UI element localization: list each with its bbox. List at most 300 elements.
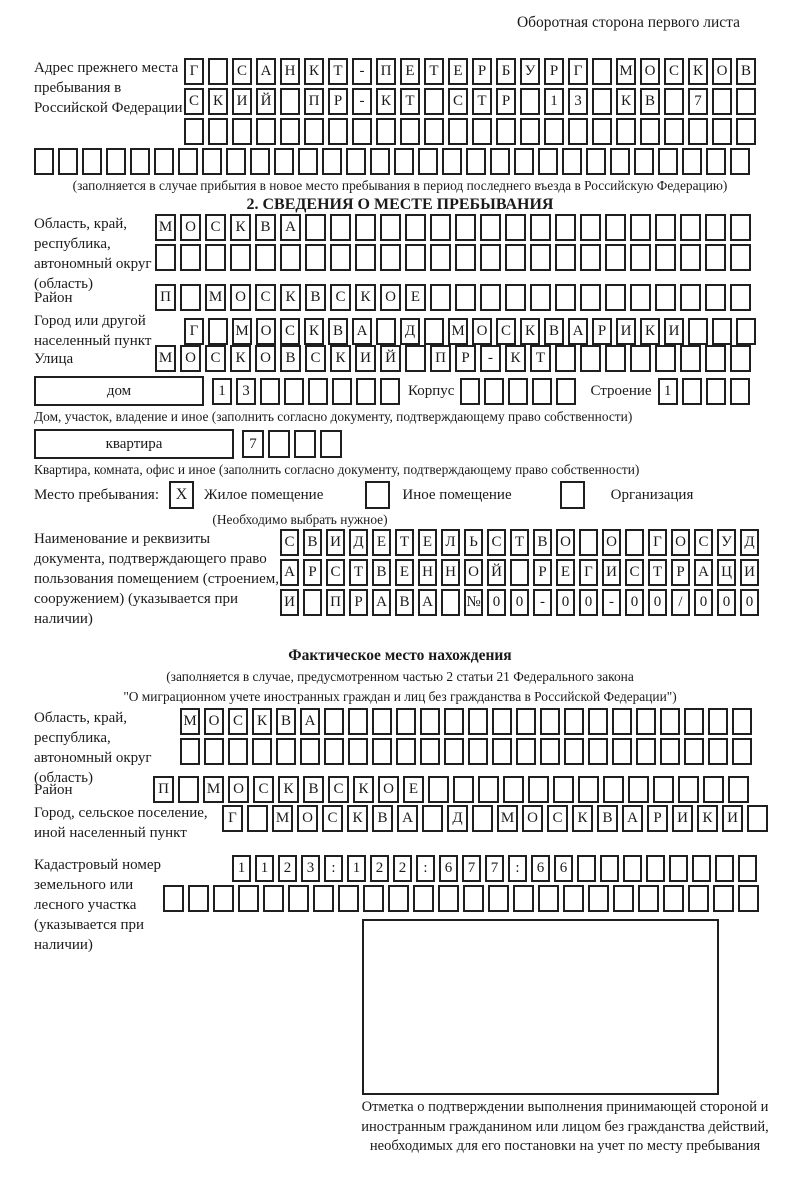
form-cell[interactable] bbox=[708, 708, 728, 735]
form-cell[interactable] bbox=[444, 708, 464, 735]
form-cell[interactable] bbox=[256, 118, 276, 145]
organization-checkbox[interactable] bbox=[560, 481, 585, 509]
form-cell[interactable] bbox=[579, 529, 598, 556]
form-cell[interactable] bbox=[577, 855, 596, 882]
form-cell[interactable] bbox=[520, 88, 540, 115]
form-cell[interactable]: Т bbox=[400, 88, 420, 115]
form-cell[interactable]: К bbox=[230, 345, 251, 372]
form-cell[interactable] bbox=[420, 738, 440, 765]
form-cell[interactable]: С bbox=[694, 529, 713, 556]
form-cell[interactable] bbox=[605, 284, 626, 311]
form-cell[interactable] bbox=[655, 345, 676, 372]
form-cell[interactable] bbox=[505, 244, 526, 271]
form-cell[interactable]: М bbox=[232, 318, 252, 345]
form-cell[interactable]: С bbox=[326, 559, 345, 586]
form-cell[interactable] bbox=[184, 118, 204, 145]
form-cell[interactable]: С bbox=[496, 318, 516, 345]
form-cell[interactable] bbox=[304, 118, 324, 145]
form-cell[interactable]: М bbox=[272, 805, 293, 832]
form-cell[interactable] bbox=[300, 738, 320, 765]
form-cell[interactable] bbox=[305, 214, 326, 241]
form-cell[interactable]: М bbox=[203, 776, 224, 803]
form-cell[interactable] bbox=[715, 855, 734, 882]
form-cell[interactable]: 0 bbox=[694, 589, 713, 616]
form-cell[interactable] bbox=[180, 244, 201, 271]
form-cell[interactable]: С bbox=[322, 805, 343, 832]
form-cell[interactable] bbox=[530, 284, 551, 311]
form-cell[interactable]: Д bbox=[349, 529, 368, 556]
form-cell[interactable]: Т bbox=[349, 559, 368, 586]
form-cell[interactable] bbox=[263, 885, 284, 912]
form-cell[interactable] bbox=[625, 529, 644, 556]
form-cell[interactable]: Г bbox=[222, 805, 243, 832]
form-cell[interactable]: Р bbox=[647, 805, 668, 832]
form-cell[interactable]: К bbox=[688, 58, 708, 85]
form-cell[interactable]: Р bbox=[303, 559, 322, 586]
form-cell[interactable]: - bbox=[352, 88, 372, 115]
form-cell[interactable] bbox=[555, 244, 576, 271]
form-cell[interactable] bbox=[640, 118, 660, 145]
form-cell[interactable]: Г bbox=[184, 58, 204, 85]
form-cell[interactable]: Г bbox=[568, 58, 588, 85]
form-cell[interactable]: Л bbox=[441, 529, 460, 556]
form-cell[interactable]: А bbox=[256, 58, 276, 85]
form-cell[interactable]: А bbox=[280, 214, 301, 241]
form-cell[interactable]: О bbox=[522, 805, 543, 832]
form-cell[interactable] bbox=[688, 318, 708, 345]
form-cell[interactable] bbox=[688, 118, 708, 145]
form-cell[interactable] bbox=[488, 885, 509, 912]
form-cell[interactable] bbox=[692, 855, 711, 882]
form-cell[interactable]: К bbox=[697, 805, 718, 832]
form-cell[interactable]: Р bbox=[671, 559, 690, 586]
form-cell[interactable]: О bbox=[180, 214, 201, 241]
form-cell[interactable] bbox=[303, 589, 322, 616]
form-cell[interactable] bbox=[612, 738, 632, 765]
form-cell[interactable]: 0 bbox=[510, 589, 529, 616]
form-cell[interactable] bbox=[276, 738, 296, 765]
form-cell[interactable]: У bbox=[520, 58, 540, 85]
form-cell[interactable] bbox=[580, 284, 601, 311]
form-cell[interactable] bbox=[514, 148, 534, 175]
form-cell[interactable]: Г bbox=[648, 529, 667, 556]
form-cell[interactable] bbox=[313, 885, 334, 912]
form-cell[interactable] bbox=[663, 885, 684, 912]
form-cell[interactable]: 2 bbox=[393, 855, 412, 882]
form-cell[interactable]: 1 bbox=[544, 88, 564, 115]
form-cell[interactable] bbox=[444, 738, 464, 765]
form-cell[interactable]: Б bbox=[496, 58, 516, 85]
form-cell[interactable]: В bbox=[395, 589, 414, 616]
form-cell[interactable]: В bbox=[305, 284, 326, 311]
form-cell[interactable] bbox=[422, 805, 443, 832]
form-cell[interactable] bbox=[605, 214, 626, 241]
form-cell[interactable]: С bbox=[330, 284, 351, 311]
form-cell[interactable] bbox=[460, 378, 480, 405]
form-cell[interactable] bbox=[664, 88, 684, 115]
form-cell[interactable] bbox=[555, 214, 576, 241]
form-cell[interactable] bbox=[178, 148, 198, 175]
form-cell[interactable] bbox=[634, 148, 654, 175]
form-cell[interactable]: Т bbox=[472, 88, 492, 115]
form-cell[interactable] bbox=[555, 345, 576, 372]
form-cell[interactable]: И bbox=[672, 805, 693, 832]
form-cell[interactable] bbox=[468, 708, 488, 735]
form-cell[interactable] bbox=[592, 58, 612, 85]
form-cell[interactable] bbox=[563, 885, 584, 912]
form-cell[interactable]: О bbox=[472, 318, 492, 345]
form-cell[interactable]: В bbox=[328, 318, 348, 345]
form-cell[interactable] bbox=[453, 776, 474, 803]
form-cell[interactable] bbox=[530, 244, 551, 271]
form-cell[interactable]: В bbox=[372, 805, 393, 832]
form-cell[interactable]: Р bbox=[496, 88, 516, 115]
form-cell[interactable] bbox=[592, 118, 612, 145]
form-cell[interactable]: 2 bbox=[370, 855, 389, 882]
form-cell[interactable]: 2 bbox=[278, 855, 297, 882]
form-cell[interactable]: К bbox=[304, 318, 324, 345]
form-cell[interactable]: И bbox=[326, 529, 345, 556]
form-cell[interactable]: Р bbox=[592, 318, 612, 345]
form-cell[interactable]: П bbox=[155, 284, 176, 311]
form-cell[interactable] bbox=[540, 708, 560, 735]
form-cell[interactable] bbox=[646, 855, 665, 882]
form-cell[interactable]: О bbox=[378, 776, 399, 803]
form-cell[interactable] bbox=[680, 244, 701, 271]
form-cell[interactable] bbox=[736, 318, 756, 345]
form-cell[interactable] bbox=[455, 214, 476, 241]
form-cell[interactable] bbox=[688, 885, 709, 912]
form-cell[interactable] bbox=[238, 885, 259, 912]
form-cell[interactable]: С bbox=[205, 345, 226, 372]
form-cell[interactable] bbox=[503, 776, 524, 803]
form-cell[interactable] bbox=[250, 148, 270, 175]
form-cell[interactable] bbox=[630, 244, 651, 271]
form-cell[interactable] bbox=[480, 214, 501, 241]
form-cell[interactable]: Д bbox=[447, 805, 468, 832]
form-cell[interactable]: 0 bbox=[579, 589, 598, 616]
form-cell[interactable] bbox=[684, 708, 704, 735]
form-cell[interactable] bbox=[556, 378, 576, 405]
form-cell[interactable]: 1 bbox=[255, 855, 274, 882]
form-cell[interactable]: А bbox=[280, 559, 299, 586]
form-cell[interactable]: К bbox=[330, 345, 351, 372]
form-cell[interactable]: М bbox=[155, 345, 176, 372]
form-cell[interactable]: Г bbox=[184, 318, 204, 345]
form-cell[interactable] bbox=[418, 148, 438, 175]
form-cell[interactable]: Т bbox=[648, 559, 667, 586]
form-cell[interactable] bbox=[730, 345, 751, 372]
form-cell[interactable]: Ц bbox=[717, 559, 736, 586]
form-cell[interactable] bbox=[680, 284, 701, 311]
form-cell[interactable] bbox=[706, 148, 726, 175]
form-cell[interactable]: 7 bbox=[688, 88, 708, 115]
form-cell[interactable] bbox=[588, 885, 609, 912]
form-cell[interactable] bbox=[730, 214, 751, 241]
form-cell[interactable]: - bbox=[533, 589, 552, 616]
form-cell[interactable] bbox=[588, 738, 608, 765]
form-cell[interactable] bbox=[703, 776, 724, 803]
form-cell[interactable] bbox=[396, 708, 416, 735]
form-cell[interactable]: Й bbox=[256, 88, 276, 115]
form-cell[interactable] bbox=[555, 284, 576, 311]
form-cell[interactable] bbox=[516, 738, 536, 765]
form-cell[interactable] bbox=[712, 118, 732, 145]
form-cell[interactable] bbox=[738, 885, 759, 912]
form-cell[interactable]: 6 bbox=[554, 855, 573, 882]
form-cell[interactable]: 0 bbox=[740, 589, 759, 616]
form-cell[interactable] bbox=[205, 244, 226, 271]
form-cell[interactable] bbox=[348, 738, 368, 765]
form-cell[interactable]: И bbox=[664, 318, 684, 345]
form-cell[interactable] bbox=[324, 738, 344, 765]
form-cell[interactable]: И bbox=[602, 559, 621, 586]
form-cell[interactable]: О bbox=[297, 805, 318, 832]
form-cell[interactable] bbox=[492, 738, 512, 765]
form-cell[interactable]: В bbox=[597, 805, 618, 832]
form-cell[interactable]: С bbox=[305, 345, 326, 372]
form-cell[interactable]: А bbox=[372, 589, 391, 616]
form-cell[interactable] bbox=[180, 738, 200, 765]
form-cell[interactable] bbox=[520, 118, 540, 145]
form-cell[interactable] bbox=[230, 244, 251, 271]
form-cell[interactable]: В bbox=[303, 529, 322, 556]
form-cell[interactable]: В bbox=[533, 529, 552, 556]
form-cell[interactable] bbox=[372, 738, 392, 765]
form-cell[interactable]: В bbox=[303, 776, 324, 803]
form-cell[interactable] bbox=[610, 148, 630, 175]
form-cell[interactable] bbox=[298, 148, 318, 175]
form-cell[interactable] bbox=[628, 776, 649, 803]
form-cell[interactable]: С bbox=[184, 88, 204, 115]
form-cell[interactable] bbox=[580, 345, 601, 372]
form-cell[interactable]: Н bbox=[280, 58, 300, 85]
form-cell[interactable] bbox=[730, 148, 750, 175]
form-cell[interactable]: И bbox=[616, 318, 636, 345]
form-cell[interactable] bbox=[586, 148, 606, 175]
form-cell[interactable] bbox=[424, 118, 444, 145]
form-cell[interactable] bbox=[448, 118, 468, 145]
form-cell[interactable]: В bbox=[276, 708, 296, 735]
form-cell[interactable] bbox=[430, 244, 451, 271]
form-cell[interactable] bbox=[605, 345, 626, 372]
form-cell[interactable] bbox=[380, 244, 401, 271]
form-cell[interactable]: К bbox=[347, 805, 368, 832]
form-cell[interactable] bbox=[405, 214, 426, 241]
form-cell[interactable] bbox=[712, 318, 732, 345]
form-cell[interactable]: К bbox=[353, 776, 374, 803]
form-cell[interactable] bbox=[492, 708, 512, 735]
form-cell[interactable] bbox=[180, 284, 201, 311]
form-cell[interactable]: С bbox=[228, 708, 248, 735]
form-cell[interactable] bbox=[680, 345, 701, 372]
form-cell[interactable] bbox=[320, 430, 342, 458]
form-cell[interactable] bbox=[424, 88, 444, 115]
form-cell[interactable] bbox=[274, 148, 294, 175]
form-cell[interactable]: В bbox=[372, 559, 391, 586]
form-cell[interactable] bbox=[376, 118, 396, 145]
form-cell[interactable] bbox=[655, 284, 676, 311]
form-cell[interactable]: - bbox=[352, 58, 372, 85]
form-cell[interactable] bbox=[34, 148, 54, 175]
form-cell[interactable] bbox=[82, 148, 102, 175]
form-cell[interactable]: С bbox=[328, 776, 349, 803]
form-cell[interactable] bbox=[664, 118, 684, 145]
form-cell[interactable] bbox=[428, 776, 449, 803]
form-cell[interactable]: К bbox=[505, 345, 526, 372]
form-cell[interactable] bbox=[252, 738, 272, 765]
form-cell[interactable] bbox=[466, 148, 486, 175]
form-cell[interactable]: Н bbox=[441, 559, 460, 586]
form-cell[interactable] bbox=[202, 148, 222, 175]
form-cell[interactable]: И bbox=[280, 589, 299, 616]
form-cell[interactable]: Е bbox=[372, 529, 391, 556]
form-cell[interactable] bbox=[630, 214, 651, 241]
form-cell[interactable] bbox=[472, 118, 492, 145]
form-cell[interactable]: К bbox=[616, 88, 636, 115]
form-cell[interactable] bbox=[630, 345, 651, 372]
form-cell[interactable] bbox=[355, 244, 376, 271]
form-cell[interactable] bbox=[346, 148, 366, 175]
form-cell[interactable] bbox=[580, 244, 601, 271]
form-cell[interactable]: А bbox=[397, 805, 418, 832]
form-cell[interactable]: О bbox=[255, 345, 276, 372]
form-cell[interactable] bbox=[588, 708, 608, 735]
form-cell[interactable] bbox=[130, 148, 150, 175]
form-cell[interactable]: Д bbox=[400, 318, 420, 345]
form-cell[interactable] bbox=[669, 855, 688, 882]
form-cell[interactable] bbox=[388, 885, 409, 912]
form-cell[interactable]: А bbox=[300, 708, 320, 735]
form-cell[interactable]: С bbox=[625, 559, 644, 586]
form-cell[interactable]: И bbox=[740, 559, 759, 586]
form-cell[interactable] bbox=[496, 118, 516, 145]
form-cell[interactable]: С bbox=[255, 284, 276, 311]
form-cell[interactable] bbox=[592, 88, 612, 115]
form-cell[interactable] bbox=[728, 776, 749, 803]
form-cell[interactable] bbox=[658, 148, 678, 175]
form-cell[interactable] bbox=[538, 148, 558, 175]
form-cell[interactable] bbox=[653, 776, 674, 803]
form-cell[interactable] bbox=[705, 284, 726, 311]
form-cell[interactable] bbox=[580, 214, 601, 241]
form-cell[interactable]: О bbox=[671, 529, 690, 556]
form-cell[interactable] bbox=[204, 738, 224, 765]
form-cell[interactable] bbox=[747, 805, 768, 832]
form-cell[interactable] bbox=[490, 148, 510, 175]
form-cell[interactable]: О bbox=[380, 284, 401, 311]
form-cell[interactable] bbox=[516, 708, 536, 735]
form-cell[interactable] bbox=[455, 284, 476, 311]
form-cell[interactable]: Р bbox=[349, 589, 368, 616]
form-cell[interactable]: С bbox=[205, 214, 226, 241]
form-cell[interactable]: В bbox=[736, 58, 756, 85]
form-cell[interactable] bbox=[438, 885, 459, 912]
form-cell[interactable] bbox=[468, 738, 488, 765]
form-cell[interactable] bbox=[463, 885, 484, 912]
form-cell[interactable] bbox=[178, 776, 199, 803]
form-cell[interactable] bbox=[322, 148, 342, 175]
form-cell[interactable]: В bbox=[544, 318, 564, 345]
form-cell[interactable]: Р bbox=[533, 559, 552, 586]
form-cell[interactable] bbox=[562, 148, 582, 175]
form-cell[interactable] bbox=[505, 284, 526, 311]
form-cell[interactable]: 3 bbox=[236, 378, 256, 405]
form-cell[interactable] bbox=[106, 148, 126, 175]
form-cell[interactable]: 0 bbox=[487, 589, 506, 616]
form-cell[interactable] bbox=[284, 378, 304, 405]
form-cell[interactable]: П bbox=[376, 58, 396, 85]
form-cell[interactable]: А bbox=[694, 559, 713, 586]
form-cell[interactable]: К bbox=[640, 318, 660, 345]
form-cell[interactable] bbox=[532, 378, 552, 405]
form-cell[interactable] bbox=[484, 378, 504, 405]
form-cell[interactable] bbox=[553, 776, 574, 803]
form-cell[interactable]: Е bbox=[418, 529, 437, 556]
form-cell[interactable]: Е bbox=[400, 58, 420, 85]
form-cell[interactable]: О bbox=[556, 529, 575, 556]
form-cell[interactable] bbox=[612, 708, 632, 735]
form-cell[interactable]: К bbox=[278, 776, 299, 803]
form-cell[interactable] bbox=[680, 214, 701, 241]
form-cell[interactable]: Г bbox=[579, 559, 598, 586]
form-cell[interactable] bbox=[405, 244, 426, 271]
form-cell[interactable]: С bbox=[232, 58, 252, 85]
form-cell[interactable]: О bbox=[228, 776, 249, 803]
form-cell[interactable] bbox=[603, 776, 624, 803]
form-cell[interactable] bbox=[380, 378, 400, 405]
form-cell[interactable] bbox=[213, 885, 234, 912]
form-cell[interactable] bbox=[288, 885, 309, 912]
form-cell[interactable]: 7 bbox=[242, 430, 264, 458]
form-cell[interactable] bbox=[163, 885, 184, 912]
form-cell[interactable]: 1 bbox=[347, 855, 366, 882]
form-cell[interactable]: О bbox=[230, 284, 251, 311]
form-cell[interactable] bbox=[684, 738, 704, 765]
form-cell[interactable]: И bbox=[722, 805, 743, 832]
form-cell[interactable] bbox=[280, 244, 301, 271]
form-cell[interactable] bbox=[394, 148, 414, 175]
form-cell[interactable] bbox=[208, 318, 228, 345]
form-cell[interactable] bbox=[232, 118, 252, 145]
form-cell[interactable]: С bbox=[280, 529, 299, 556]
form-cell[interactable] bbox=[376, 318, 396, 345]
form-cell[interactable] bbox=[380, 214, 401, 241]
other-premises-checkbox[interactable] bbox=[365, 481, 390, 509]
form-cell[interactable] bbox=[480, 284, 501, 311]
form-cell[interactable]: Й bbox=[380, 345, 401, 372]
form-cell[interactable] bbox=[660, 708, 680, 735]
form-cell[interactable] bbox=[613, 885, 634, 912]
form-cell[interactable] bbox=[330, 244, 351, 271]
form-cell[interactable] bbox=[228, 738, 248, 765]
form-cell[interactable]: С bbox=[253, 776, 274, 803]
form-cell[interactable] bbox=[247, 805, 268, 832]
form-cell[interactable]: Т bbox=[424, 58, 444, 85]
form-cell[interactable]: 1 bbox=[658, 378, 678, 405]
form-cell[interactable] bbox=[738, 855, 757, 882]
form-cell[interactable] bbox=[730, 378, 750, 405]
form-cell[interactable] bbox=[332, 378, 352, 405]
form-cell[interactable]: : bbox=[324, 855, 343, 882]
form-cell[interactable] bbox=[730, 244, 751, 271]
form-cell[interactable]: 7 bbox=[462, 855, 481, 882]
form-cell[interactable]: Р bbox=[455, 345, 476, 372]
form-cell[interactable] bbox=[405, 345, 426, 372]
form-cell[interactable]: М bbox=[448, 318, 468, 345]
form-cell[interactable] bbox=[430, 284, 451, 311]
form-cell[interactable]: К bbox=[376, 88, 396, 115]
